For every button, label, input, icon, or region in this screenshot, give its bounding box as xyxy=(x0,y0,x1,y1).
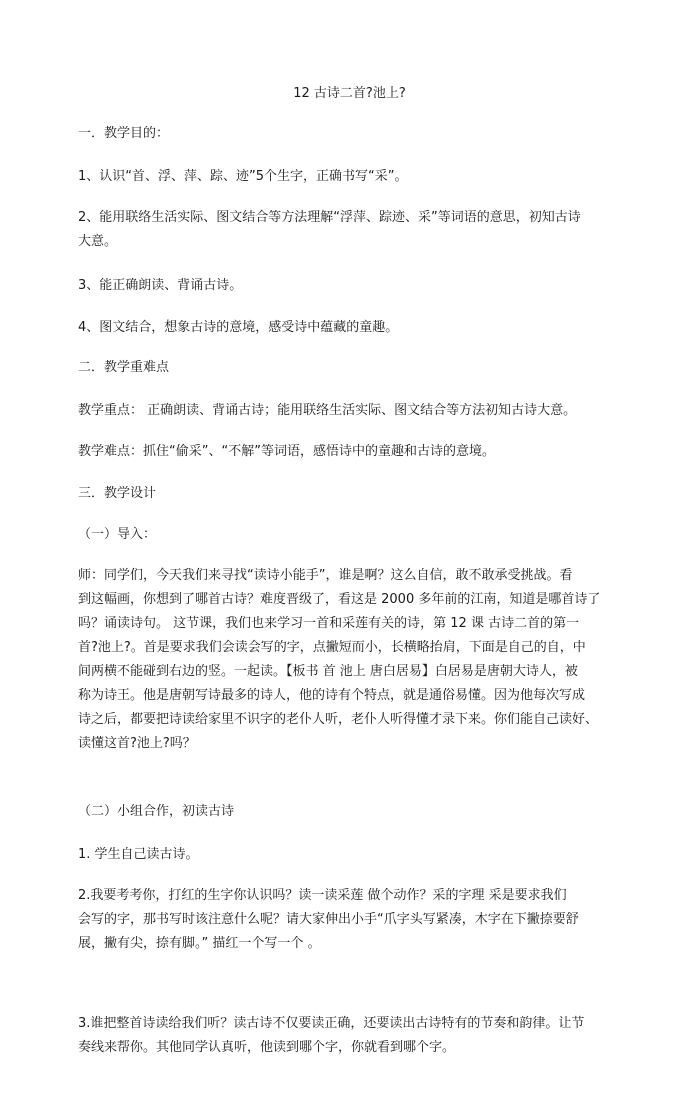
intro-line: 师：同学们，今天我们来寻找“读诗小能手”，谁是啊？这么自信，敢不敢承受挑战。看 xyxy=(78,568,573,583)
section-heading-key-points: 二．教学重难点 xyxy=(78,360,170,375)
goal-item-2-line-1: 2、能用联络生活实际、图文结合等方法理解“浮萍、踪迹、采”等词语的意思，初知古诗 xyxy=(78,210,581,225)
difficult-point-text: 教学难点：抓住“偷采”、“不解”等词语，感悟诗中的童趣和古诗的意境。 xyxy=(78,444,495,459)
step-1-text: 1. 学生自己读古诗。 xyxy=(78,847,199,862)
intro-line: 吗？诵读诗句。 这节课，我们也来学习一首和采莲有关的诗，第 12 课 古诗二首的第一 xyxy=(78,616,580,631)
intro-paragraph xyxy=(78,564,626,756)
intro-line: 到这幅画，你想到了哪首古诗？难度晋级了，看这是 2000 多年前的江南，知道是哪首诗了 xyxy=(78,592,601,607)
intro-line: 诗之后，都要把诗读给家里不识字的老仆人听，老仆人听得懂才录下来。你们能自己读好、 xyxy=(78,712,599,727)
step-2-paragraph xyxy=(78,884,626,956)
part-heading-group-work: （二）小组合作，初读古诗 xyxy=(78,804,235,819)
key-point-text: 教学重点： 正确朗读、背诵古诗；能用联络生活实际、图文结合等方法初知古诗大意。 xyxy=(78,403,577,418)
step-3-line: 3.谁把整首诗读给我们听？读古诗不仅要读正确，还要读出古诗特有的节奏和韵律。让节 xyxy=(78,1016,585,1031)
goal-item-2 xyxy=(78,206,626,254)
goal-item-1: 1、认识“首、浮、萍、踪、迹”5个生字，正确书写“采”。 xyxy=(78,169,408,184)
step-3-line: 奏线来帮你。其他同学认真听，他读到哪个字，你就看到哪个字。 xyxy=(78,1040,456,1055)
step-2-line: 2.我要考考你，打红的生字你认识吗？读一读采莲 做个动作？采的字理 采是要求我们 xyxy=(78,888,567,903)
step-2-line: 会写的字，那书写时该注意什么呢？请大家伸出小手“爪字头写紧凑，木字在下撇捺要舒 xyxy=(78,912,579,927)
intro-line: 首?池上?。首是要求我们会读会写的字，点撇短而小，长横略抬肩，下面是自己的自，中 xyxy=(78,640,586,655)
intro-line: 读懂这首?池上?吗？ xyxy=(78,736,196,751)
intro-line: 称为诗王。他是唐朝写诗最多的诗人，他的诗有个特点，就是通俗易懂。因为他每次写成 xyxy=(78,688,586,703)
intro-line: 间两横不能碰到右边的竖。一起读。【板书 首 池上 唐白居易】白居易是唐朝大诗人，被 xyxy=(78,664,578,679)
goal-item-2-line-2: 大意。 xyxy=(78,234,118,249)
document-title: 12 古诗二首?池上? xyxy=(293,86,406,101)
step-3-paragraph xyxy=(78,1012,626,1060)
goal-item-4: 4、图文结合，想象古诗的意境，感受诗中蕴藏的童趣。 xyxy=(78,320,399,335)
part-heading-intro: （一）导入： xyxy=(78,527,157,542)
section-heading-goals: 一．教学目的： xyxy=(78,126,170,141)
goal-item-3: 3、能正确朗读、背诵古诗。 xyxy=(78,278,243,293)
section-heading-design: 三．教学设计 xyxy=(78,486,157,501)
step-2-line: 展，撇有尖，捺有脚。” 描红一个写一个 。 xyxy=(78,936,321,951)
